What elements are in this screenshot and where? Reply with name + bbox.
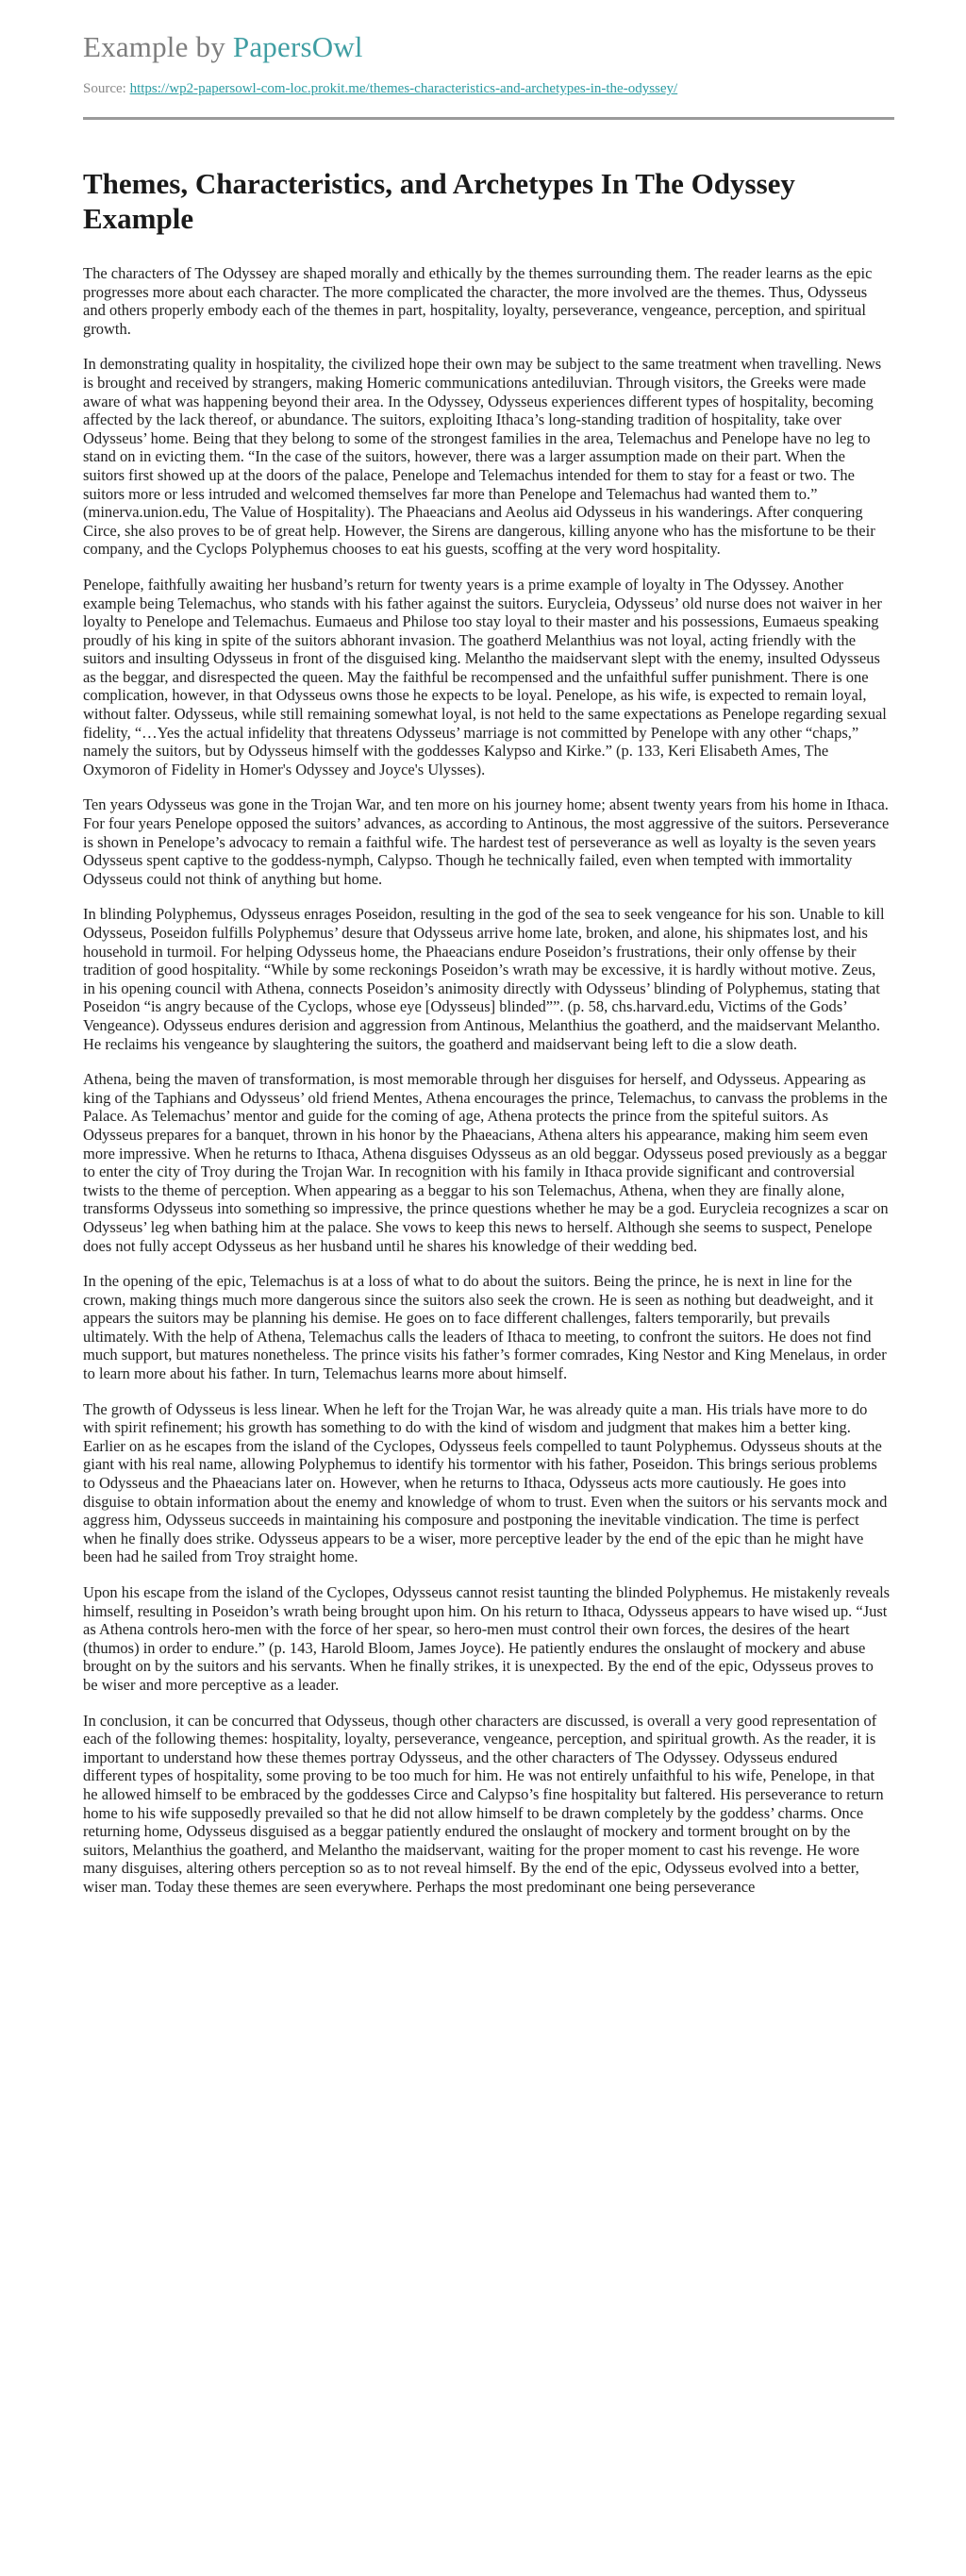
paragraph: Upon his escape from the island of the Cyclopes, Odysseus cannot resist taunting the blinded Polyphemus. He mistakenly reveals himself, resulting in Poseidon’s wrath being brought upon him. On his return to Ithaca, Odysseus appears to have wised up. “Just as Athena controls hero-men with the force of her spear, so hero-men must control their own forces, the desires of the heart (thumos) in order to endure.” (p. 143, Harold Bloom, James Joyce). He patiently endures the onslaught of mockery and abuse brought on by the suitors and his servants. When he finally strikes, it is unexpected. By the end of the epic, Odysseus proves to be wiser and more perceptive as a leader. bbox=[83, 1583, 891, 1694]
brand-title bbox=[83, 28, 894, 66]
article-title: Themes, Characteristics, and Archetypes In The Odyssey Example bbox=[83, 167, 795, 235]
paragraph: The growth of Odysseus is less linear. When he left for the Trojan War, he was already quite a man. His trials have more to do with spirit refinement; his growth has something to do with the kind of wisdom and judgment that makes him a better king. Earlier on as he escapes from the island of the Cyclopes, Odysseus feels compelled to taunt Polyphemus. Odysseus shouts at the giant with his real name, allowing Polyphemus to identify his tormentor with his father, Poseidon. This brings serious problems to Odysseus and the Phaeacians later on. However, when he returns to Ithaca, Odysseus acts more cautiously. He goes into disguise to obtain information about the enemy and knowledge of whom to trust. Even when the suitors or his servants mock and aggress him, Odysseus succeeds in maintaining his composure and postponing the inevitable vindication. The time is perfect when he finally does strike. Odysseus appears to be a wiser, more perceptive leader by the end of the epic than he might have been had he sailed from Troy straight home. bbox=[83, 1399, 888, 1566]
paragraph: Ten years Odysseus was gone in the Trojan War, and ten more on his journey home; absent twenty years from his home in Ithaca. For four years Penelope opposed the suitors’ advances, as according to Antinous, the most aggressive of the suitors. Perseverance is shown in Penelope’s advocacy to remain a faithful wife. The hardest test of perseverance as well as loyalty is the seven years Odysseus spent captive to the goddess-nymph, Calypso. Though he technically failed, even when tempted with immortality Odysseus could not think of anything but home. bbox=[83, 795, 890, 888]
header-divider bbox=[83, 117, 894, 120]
paragraph: The characters of The Odyssey are shaped morally and ethically by the themes surrounding them. The reader learns as the epic progresses more about each character. The more complicated the character, the more involved are the themes. Thus, Odysseus and others properly embody each of the themes in part, hospitality, loyalty, perseverance, vengeance, perception, and spiritual growth. bbox=[83, 264, 873, 338]
source-label: Source: bbox=[83, 81, 130, 96]
paragraph: In blinding Polyphemus, Odysseus enrages Poseidon, resulting in the god of the sea to seek vengeance for his son. Unable to kill Odysseus, Poseidon fulfills Polyphemus’ desure that Odysseus arrive home late, broken, and alone, his shipmates lost, and his household in turmoil. For helping Odysseus home, the Phaeacians endure Poseidon’s frustrations, their only offense by their tradition of good hospitality. “While by some reckonings Poseidon’s wrath may be excessive, it is hardly without motive. Zeus, in his opening council with Athena, connects Poseidon’s animosity directly with Odysseus’ blinding of Polyphemus, stating that Poseidon “is angry because of the Cyclops, whose eye [Odysseus] blinded””. (p. 58, chs.harvard.edu, Victims of the Gods’ Vengeance). Odysseus endures derision and aggression from Antinous, Melanthius the goatherd, and the maidservant Melantho. He reclaims his vengeance by slaughtering the suitors, the goatherd and maidservant being left to die a slow death. bbox=[83, 905, 885, 1053]
paragraph: In the opening of the epic, Telemachus is at a loss of what to do about the suitors. Being the prince, he is next in line for the crown, making things much more dangerous since the suitors also seek the crown. He is seen as nothing but deadweight, and it appears the suitors may be planning his demise. He goes on to face different challenges, falters temporarily, but prevails ultimately. With the help of Athena, Telemachus calls the leaders of Ithaca to meeting, to confront the suitors. He does not find much support, but matures nonetheless. The prince visits his father’s former comrades, King Nestor and King Menelaus, in order to learn more about his father. In turn, Telemachus learns more about himself. bbox=[83, 1272, 887, 1383]
paragraph: In conclusion, it can be concurred that Odysseus, though other characters are discussed, is overall a very good representation of each of the following themes: hospitality, loyalty, perseverance, vengeance, perception, and spiritual growth. As the reader, it is important to understand how these themes portray Odysseus, and the other characters of The Odyssey. Odysseus endured different types of hospitality, some proving to be too much for him. He was not entirely unfaithful to his wife, Penelope, in that he allowed himself to be embraced by the goddesses Circe and Calypso’s fine hospitality but faltered. His perseverance to return home to his wife supposedly prevailed so that he did not allow himself to be drawn completely by the goddess’ charms. Once returning home, Odysseus disguised as a beggar patiently endured the onslaught of mockery and torment brought on by the suitors, Melanthius the goatherd, and Melantho the maidservant, waiting for the proper moment to cast his revenge. He wore many disguises, altering others perception so as to not reveal himself. By the end of the epic, Odysseus evolved into a better, wiser man. Today these themes are seen everywhere. Perhaps the most predominant one being perseverance bbox=[83, 1711, 884, 1896]
source-link[interactable]: https://wp2-papersowl-com-loc.prokit.me/themes-characteristics-and-archetypes-in-the-odyssey/ bbox=[129, 81, 678, 96]
brand-prefix: Example by bbox=[83, 30, 233, 63]
article-body bbox=[83, 166, 891, 1914]
paragraph: In demonstrating quality in hospitality, the civilized hope their own may be subject to the same treatment when travelling. News is brought and received by strangers, making Homeric communications antediluvian. Through visitors, the Greeks were made aware of what was happening beyond their area. In the Odyssey, Odysseus experiences different types of hospitality, becoming affected by the lack thereof, or abundance. The suitors, exploiting Ithaca’s long-standing tradition of hospitality, take over Odysseus’ home. Being that they belong to some of the strongest families in the area, Telemachus and Penelope have no leg to stand on in evicting them. “In the case of the suitors, however, there was a larger assumption made on their part. When the suitors first showed up at the doors of the palace, Penelope and Telemachus intended for them to stay for a feast or two. The suitors more or less intruded and welcomed themselves far more than Penelope and Telemachus had wanted them to.” (minerva.union.edu, The Value of Hospitality). The Phaeacians and Aeolus aid Odysseus in his wanderings. After conquering Circe, she also proves to be of great help. However, the Sirens are dangerous, killing anyone who has the misfortune to be their company, and the Cyclops Polyphemus chooses to eat his guests, scoffing at the very word hospitality. bbox=[83, 355, 882, 559]
brand-name: PapersOwl bbox=[232, 30, 363, 63]
paragraph: Penelope, faithfully awaiting her husband’s return for twenty years is a prime example of loyalty in The Odyssey. Another example being Telemachus, who stands with his father against the suitors. Eurycleia, Odysseus’ old nurse does not waiver in her loyalty to Penelope and Telemachus. Eumaeus and Philose too stay loyal to their master and his possessions, Eumaeus speaking proudly of his king in spite of the suitors abhorant invasion. The goatherd Melanthius was not loyal, acting friendly with the suitors and insulting Odysseus in front of the disguised king. Melantho the maidservant slept with the enemy, insulted Odysseus as the beggar, and disrespected the queen. May the faithful be recompensed and the unfaithful suffer punishment. There is one complication, however, in that Odysseus owns those he expects to be loyal. Penelope, as his wife, is expected to remain loyal, without falter. Odysseus, while still remaining somewhat loyal, is not held to the same expectations as Penelope regarding sexual fidelity, “…Yes the actual infidelity that threatens Odysseus’ marriage is not committed by Penelope with any other “chaps,” namely the suitors, but by Odysseus himself with the goddesses Kalypso and Kirke.” (p. 133, Keri Elisabeth Ames, The Oxymoron of Fidelity in Homer's Odyssey and Joyce's Ulysses). bbox=[83, 575, 887, 778]
paragraph: Athena, being the maven of transformation, is most memorable through her disguises for herself, and Odysseus. Appearing as king of the Taphians and Odysseus’ old friend Mentes, Athena encourages the prince, Telemachus, to canvass the problems in the Palace. As Telemachus’ mentor and guide for the coming of age, Athena protects the prince from the spiteful suitors. As Odysseus prepares for a banquet, thrown in his honor by the Phaeacians, Athena alters his appearance, making him seem even more impressive. When he returns to Ithaca, Athena disguises Odysseus as an old beggar. Odysseus posed previously as a beggar to enter the city of Troy during the Trojan War. In recognition with his family in Ithaca provide significant and controversial twists to the theme of perception. When appearing as a beggar to his son Telemachus, Athena, when they are finally alone, transforms Odysseus into something so impressive, the prince questions whether he may be a god. Eurycleia recognizes a scar on Odysseus’ leg when bathing him at the palace. She vows to keep this news to herself. Although she seems to suspect, Penelope does not fully accept Odysseus as her husband until he shares his knowledge of their wedding bed. bbox=[83, 1070, 889, 1255]
page-header bbox=[83, 28, 894, 98]
source-line bbox=[83, 79, 894, 98]
